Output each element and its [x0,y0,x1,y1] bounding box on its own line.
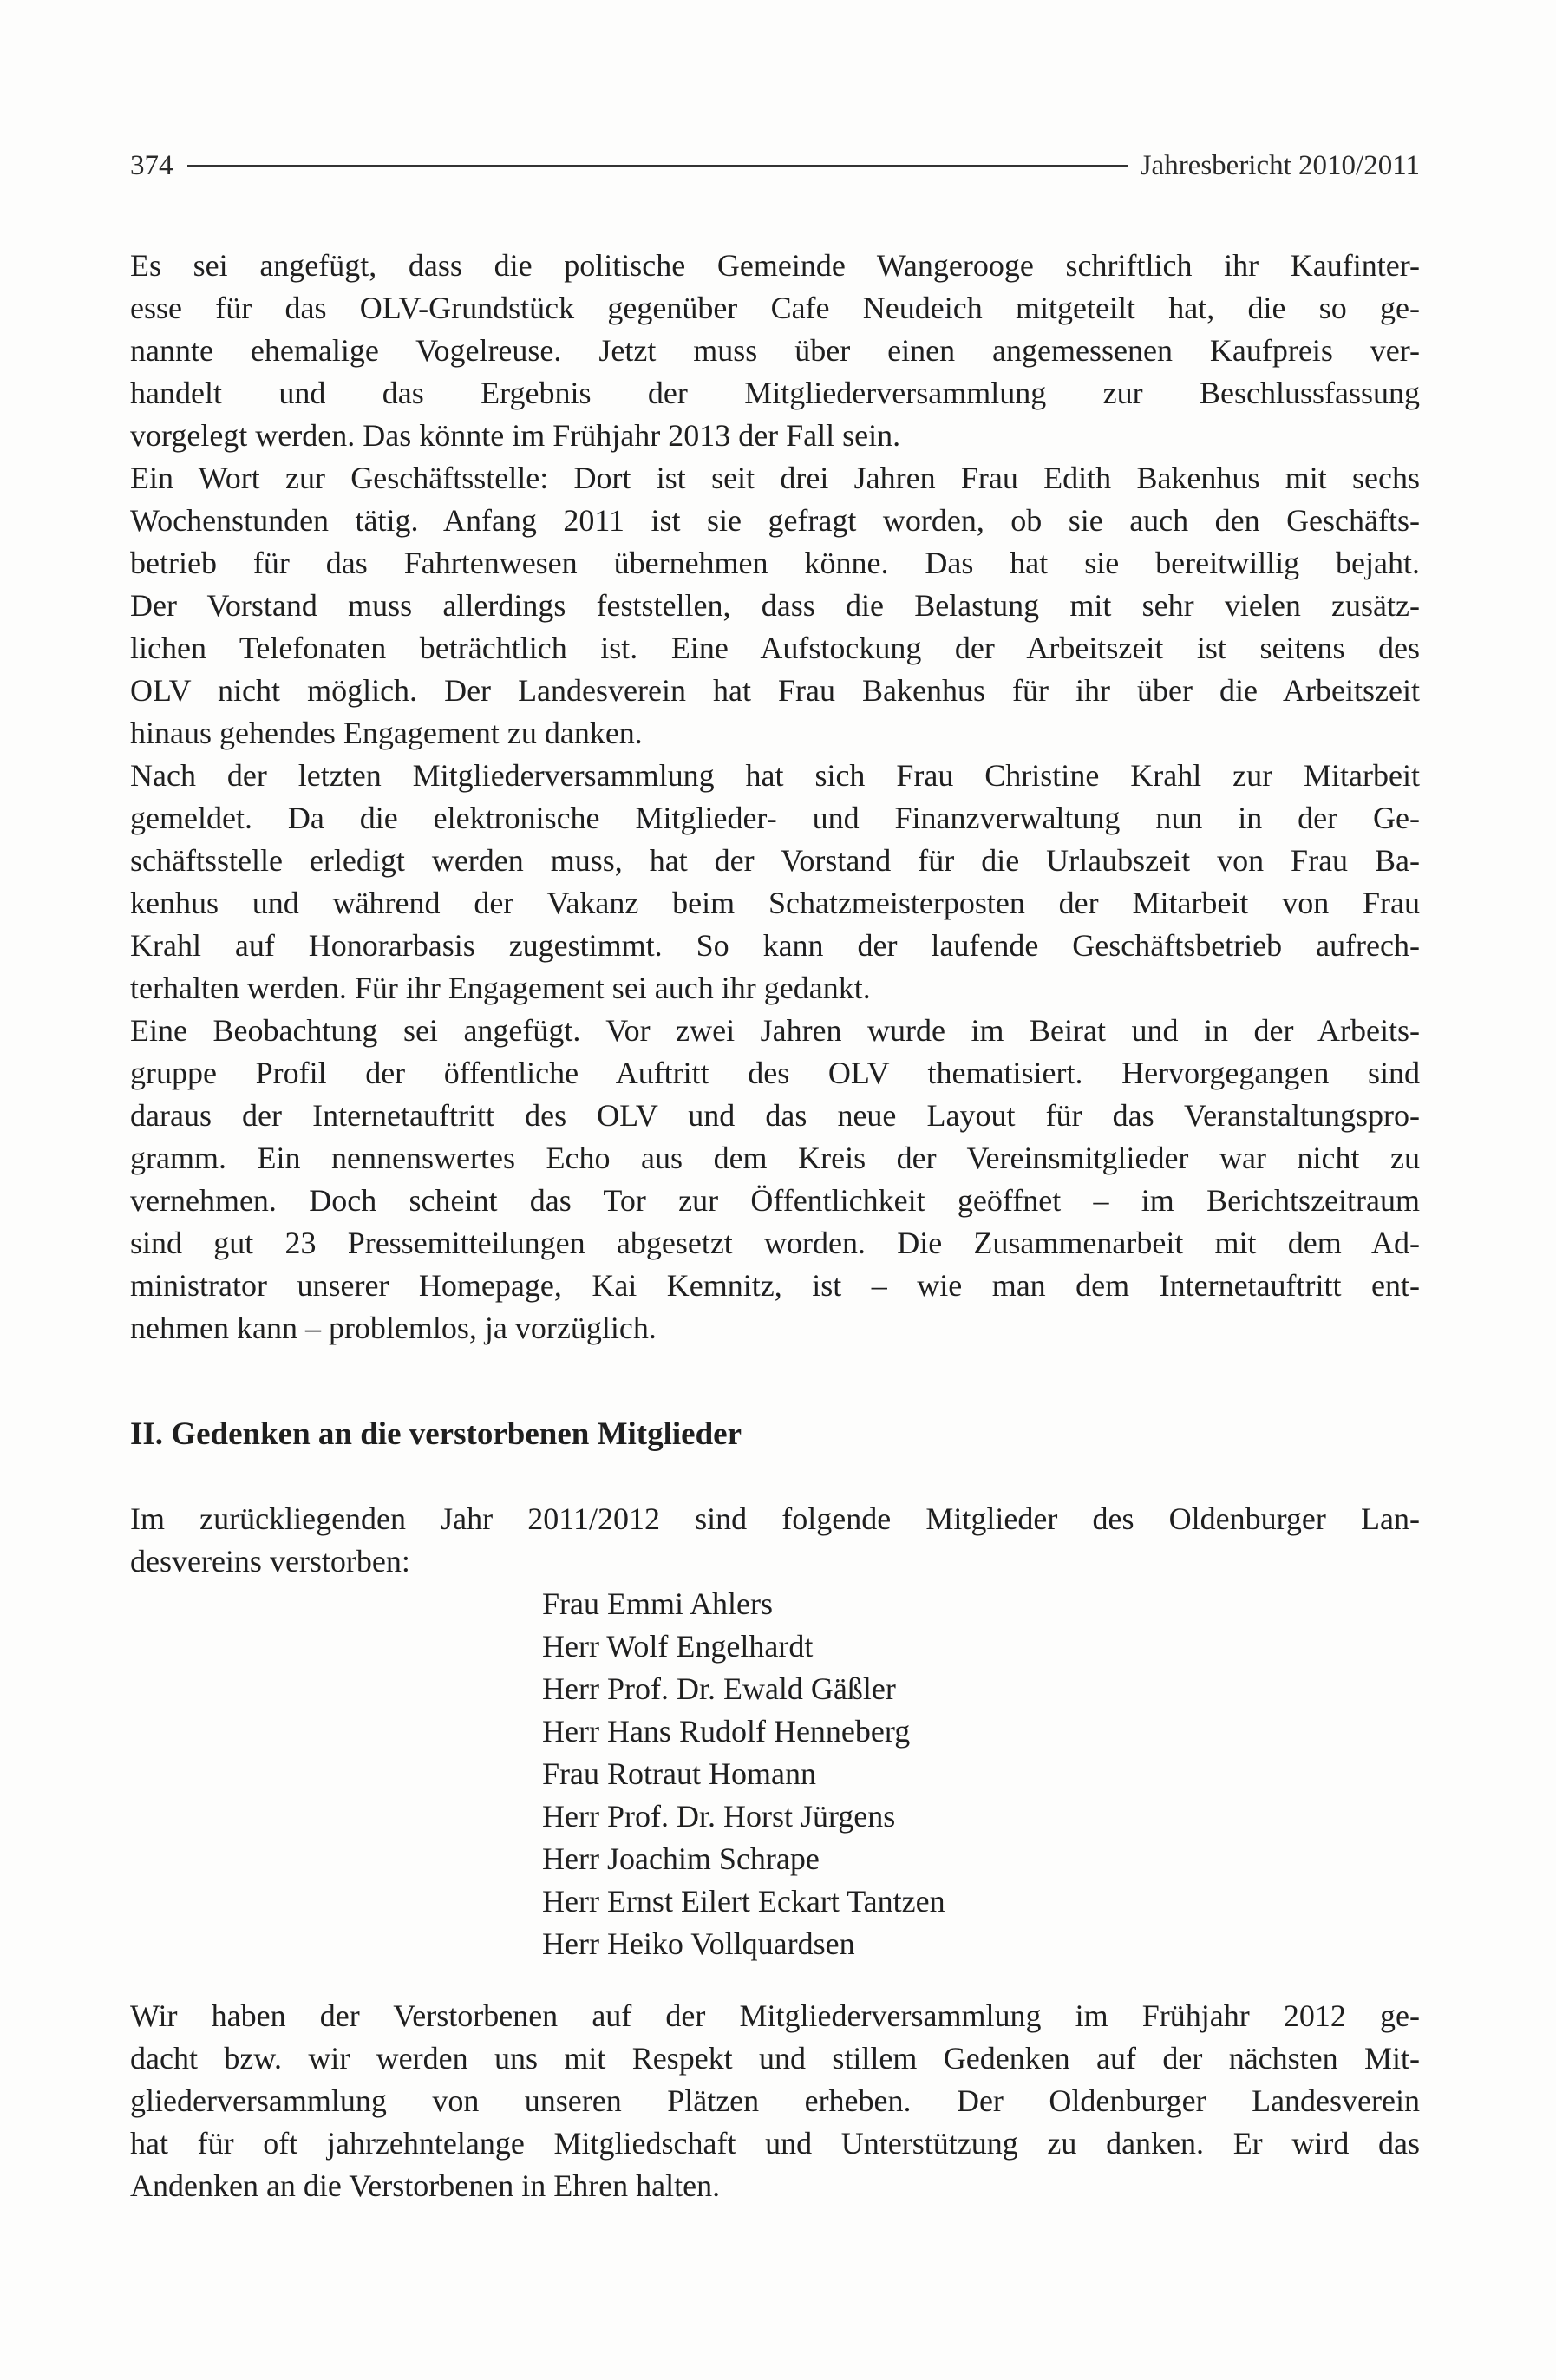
closing-line: dacht bzw. wir werden uns mit Respekt und stillem Gedenken auf der nächsten Mit- [130,2041,1420,2076]
body-line: esse für das OLV-Grundstück gegenüber Cafe Neudeich mitgeteilt hat, die so ge- [130,291,1420,325]
body-line: terhalten werden. Für ihr Engagement sei auch ihr gedankt. [130,971,871,1005]
closing-line: Wir haben der Verstorbenen auf der Mitgliederversammlung im Frühjahr 2012 ge- [130,1998,1420,2033]
body-line: vernehmen. Doch scheint das Tor zur Öffentlichkeit geöffnet – im Berichtszeitraum [130,1183,1420,1218]
body-text [130,245,1420,1350]
closing-line: gliederversammlung von unseren Plätzen erheben. Der Oldenburger Landesverein [130,2083,1420,2118]
body-line: Eine Beobachtung sei angefügt. Vor zwei Jahren wurde im Beirat und in der Arbeits- [130,1013,1420,1048]
deceased-member: Herr Ernst Eilert Eckart Tantzen [542,1884,945,1919]
body-line: Der Vorstand muss allerdings feststellen, dass die Belastung mit sehr vielen zusätz- [130,588,1420,623]
body-line: Krahl auf Honorarbasis zugestimmt. So kann der laufende Geschäftsbetrieb aufrech- [130,928,1420,963]
body-line: handelt und das Ergebnis der Mitgliederversammlung zur Beschlussfassung [130,376,1420,410]
deceased-member: Herr Hans Rudolf Henneberg [542,1714,911,1749]
body-line: daraus der Internetauftritt des OLV und das neue Layout für das Veranstaltungspro- [130,1098,1420,1133]
body-line: Nach der letzten Mitgliederversammlung hat sich Frau Christine Krahl zur Mitarbeit [130,758,1420,793]
running-header [130,146,1420,186]
body-line: OLV nicht möglich. Der Landesverein hat Frau Bakenhus für ihr über die Arbeitszeit [130,673,1420,708]
body-line: ministrator unserer Homepage, Kai Kemnitz, ist – wie man dem Internetauftritt ent- [130,1268,1420,1303]
body-line: gruppe Profil der öffentliche Auftritt des OLV thematisiert. Hervorgegangen sind [130,1056,1420,1090]
header-rule [187,165,1128,167]
deceased-member: Frau Rotraut Homann [542,1756,816,1791]
section-heading: II. Gedenken an die verstorbenen Mitglieder [130,1416,742,1452]
body-line: sind gut 23 Pressemitteilungen abgesetzt worden. Die Zusammenarbeit mit dem Ad- [130,1226,1420,1260]
deceased-member: Herr Wolf Engelhardt [542,1629,814,1664]
body-line: nehmen kann – problemlos, ja vorzüglich. [130,1311,657,1345]
intro-line: desvereins verstorben: [130,1544,410,1579]
body-line: Ein Wort zur Geschäftsstelle: Dort ist seit drei Jahren Frau Edith Bakenhus mit sechs [130,461,1420,495]
deceased-member: Frau Emmi Ahlers [542,1586,773,1621]
deceased-member: Herr Heiko Vollquardsen [542,1926,855,1961]
deceased-member: Herr Joachim Schrape [542,1841,820,1876]
body-line: Wochenstunden tätig. Anfang 2011 ist sie gefragt worden, ob sie auch den Geschäfts- [130,503,1420,538]
deceased-member: Herr Prof. Dr. Horst Jürgens [542,1799,896,1834]
deceased-member: Herr Prof. Dr. Ewald Gäßler [542,1671,896,1706]
closing-paragraph [130,1995,1420,2207]
closing-line: Andenken an die Verstorbenen in Ehren halten. [130,2168,721,2203]
body-line: schäftsstelle erledigt werden muss, hat der Vorstand für die Urlaubszeit von Frau Ba- [130,843,1420,878]
body-line: lichen Telefonaten beträchtlich ist. Eine Aufstockung der Arbeitszeit ist seitens des [130,631,1420,665]
section-intro [130,1498,1420,1583]
body-line: Es sei angefügt, dass die politische Gemeinde Wangerooge schriftlich ihr Kaufinter- [130,248,1420,283]
body-line: kenhus und während der Vakanz beim Schatzmeisterposten der Mitarbeit von Frau [130,886,1420,920]
body-line: gramm. Ein nennenswertes Echo aus dem Kreis der Vereinsmitglieder war nicht zu [130,1141,1420,1175]
body-line: nannte ehemalige Vogelreuse. Jetzt muss über einen angemessenen Kaufpreis ver- [130,333,1420,368]
body-line: gemeldet. Da die elektronische Mitglieder- und Finanzverwaltung nun in der Ge- [130,801,1420,835]
closing-line: hat für oft jahrzehntelange Mitgliedschaft und Unterstützung zu danken. Er wird das [130,2126,1420,2161]
body-line: hinaus gehendes Engagement zu danken. [130,716,643,750]
page-number: 374 [130,149,173,181]
intro-line: Im zurückliegenden Jahr 2011/2012 sind folgende Mitglieder des Oldenburger Lan- [130,1501,1420,1536]
body-line: vorgelegt werden. Das könnte im Frühjahr 2013 der Fall sein. [130,418,901,453]
body-line: betrieb für das Fahrtenwesen übernehmen könne. Das hat sie bereitwillig bejaht. [130,546,1420,580]
running-title: Jahresbericht 2010/2011 [1140,149,1420,181]
deceased-members-list [542,1583,945,1965]
